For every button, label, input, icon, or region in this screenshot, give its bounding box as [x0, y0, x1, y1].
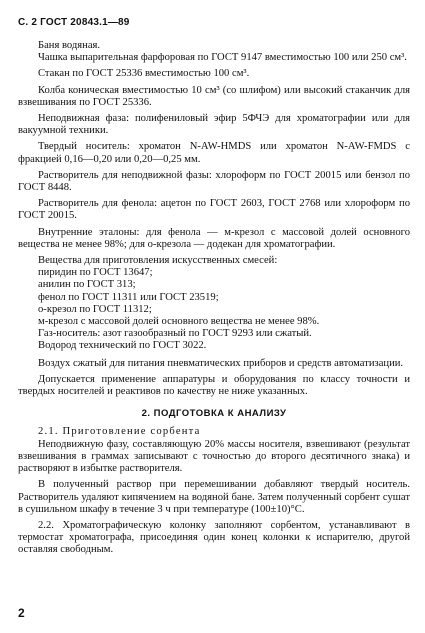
- mixture-item: о-крезол по ГОСТ 11312;: [38, 303, 152, 315]
- reagent-line: Неподвижная фаза: полифениловый эфир 5ФЧЭ для хроматографии или для вакуумной техники.: [18, 113, 410, 137]
- allowance-paragraph: Допускается применение аппаратуры и оборудования по классу точности и твердых носителей и реактивов по качеству не ниже указанных.: [18, 373, 410, 398]
- reagent-line: Внутренние эталоны: для фенола — м-крезол с массовой долей основного вещества не менее 98%; для о-крезола — додекан для хроматографии.: [18, 226, 410, 250]
- air-paragraph: Воздух сжатый для питания пневматических приборов и средств автоматизации.: [38, 357, 404, 369]
- page-number: 2: [18, 606, 25, 620]
- page-header: С. 2 ГОСТ 20843.1—89: [18, 17, 130, 28]
- reagent-line: Колба коническая вместимостью 10 см³ (со шлифом) или высокий стаканчик для взвешивания по ГОСТ 25336.: [18, 84, 410, 108]
- section-paragraph: 2.2. Хроматографическую колонку заполняют сорбентом, устанавливают в термостат хроматографа, присоединяя один конец колонки к испарителю, другой оставляя свободным.: [18, 519, 410, 556]
- subsection-title: 2.1. Приготовление сорбента: [38, 426, 201, 438]
- mixtures-title: Вещества для приготовления искусственных смесей:: [38, 255, 278, 267]
- section-title: 2. ПОДГОТОВКА К АНАЛИЗУ: [141, 408, 287, 420]
- mixture-item: м-крезол с массовой долей основного вещества не менее 98%.: [38, 316, 320, 328]
- mixture-item: фенол по ГОСТ 11311 или ГОСТ 23519;: [38, 291, 219, 303]
- reagent-line: Растворитель для неподвижной фазы: хлороформ по ГОСТ 20015 или бензол по ГОСТ 8448.: [18, 169, 410, 194]
- page-content: [18, 40, 410, 561]
- reagent-line: Чашка выпарительная фарфоровая по ГОСТ 9147 вместимостью 100 или 250 см³.: [38, 52, 407, 64]
- reagent-line: Стакан по ГОСТ 25336 вместимостью 100 см³.: [38, 68, 250, 80]
- reagent-line: Баня водяная.: [38, 40, 101, 51]
- section-paragraph: В полученный раствор при перемешивании добавляют твердый носитель. Растворитель удаляют кипячением на водяной бане. Затем полученный сорбент сушат в сушильном шкафу в течение 3 ч при температуре (100±10)°С.: [18, 479, 410, 515]
- mixture-item: анилин по ГОСТ 313;: [38, 279, 136, 291]
- section-paragraph: Неподвижную фазу, составляющую 20% массы носителя, взвешивают (результат взвешивания в граммах записывают с точностью до второго десятичного знака) и растворяют в избытке растворителя.: [18, 438, 410, 475]
- reagent-line: Твердый носитель: хроматон N-AW-HMDS или хроматон N-AW-FMDS с фракцией 0,16—0,20 или 0,20—0,25 мм.: [18, 141, 410, 165]
- mixture-item: Водород технический по ГОСТ 3022.: [38, 340, 207, 352]
- mixture-item: пиридин по ГОСТ 13647;: [38, 267, 153, 279]
- mixture-item: Газ-носитель: азот газообразный по ГОСТ 9293 или сжатый.: [38, 328, 312, 340]
- reagent-line: Растворитель для фенола: ацетон по ГОСТ 2603, ГОСТ 2768 или хлороформ по ГОСТ 20015.: [18, 198, 410, 222]
